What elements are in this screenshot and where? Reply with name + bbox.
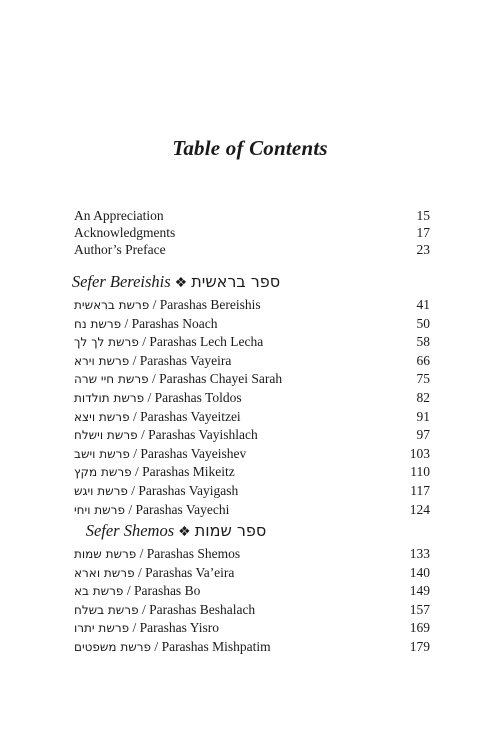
toc-entry-name: Parashas Bereishis [159, 297, 261, 312]
toc-entry-page: 140 [409, 564, 430, 580]
toc-entry-title [74, 564, 234, 583]
toc-entry-appreciation[interactable] [74, 208, 430, 225]
toc-entry[interactable] [74, 619, 430, 638]
toc-entry-page: 110 [410, 464, 430, 480]
toc-entry-divider: / [149, 297, 160, 312]
shemos-entry-list [74, 545, 430, 657]
toc-entry-page: 58 [416, 334, 430, 350]
toc-entry-divider: / [131, 464, 143, 480]
toc-entry-name: Parashas Beshalach [149, 601, 256, 617]
toc-entry-divider: / [129, 352, 140, 368]
toc-entry[interactable] [74, 482, 430, 501]
toc-entry[interactable] [74, 601, 430, 620]
bereishis-entry-list [74, 296, 430, 519]
toc-entry-name: Parashas Vayeishev [140, 445, 247, 461]
toc-entry-page: 133 [409, 546, 430, 561]
toc-entry-title [74, 619, 219, 638]
toc-entry[interactable] [74, 296, 430, 315]
toc-entry-name: Parashas Vayigash [138, 482, 239, 498]
toc-entry-acknowledgments[interactable] [74, 225, 430, 242]
toc-entry-page: 149 [409, 583, 430, 599]
toc-entry-divider: / [136, 546, 147, 561]
toc-entry-page: 82 [416, 389, 430, 405]
toc-entry-page: 15 [416, 208, 430, 223]
toc-entry-divider: / [129, 620, 140, 636]
toc-entry-page: 75 [416, 371, 430, 387]
toc-entry-hebrew: פרשת בא [74, 584, 124, 599]
section-heading-latin: Sefer Bereishis [71, 272, 171, 291]
toc-entry-name: Parashas Vayeitzei [140, 408, 241, 424]
toc-entry-divider: / [151, 638, 162, 654]
toc-entry-title [74, 333, 263, 352]
toc-entry-title [74, 389, 242, 408]
toc-entry-hebrew: פרשת לך לך [74, 335, 139, 350]
toc-entry-title [74, 582, 200, 601]
toc-entry-divider: / [137, 427, 149, 443]
section-heading-hebrew: ספר בראשית [191, 272, 281, 291]
toc-entry-title [74, 463, 235, 482]
toc-entry-divider: / [138, 334, 150, 350]
toc-entry-hebrew: פרשת חיי שרה [74, 372, 149, 387]
toc-entry-hebrew: פרשת בשלח [74, 602, 139, 617]
toc-entry-page: 179 [409, 638, 430, 654]
toc-entry-hebrew: פרשת תולדות [74, 390, 145, 405]
toc-entry-hebrew: פרשת וארא [74, 565, 135, 580]
toc-entry-hebrew: פרשת מקץ [74, 465, 132, 480]
toc-entry[interactable] [74, 389, 430, 408]
toc-entry-page: 117 [410, 482, 430, 498]
toc-entry-title [74, 638, 271, 657]
toc-entry-divider: / [123, 583, 134, 599]
section-heading-hebrew: ספר שמות [194, 521, 267, 540]
toc-entry[interactable] [74, 352, 430, 371]
toc-entry-divider: / [148, 371, 160, 387]
toc-entry-title [74, 352, 231, 371]
toc-entry-title [74, 482, 238, 501]
toc-entry-page: 17 [416, 224, 430, 240]
toc-entry-divider: / [127, 482, 139, 498]
toc-entry-hebrew: פרשת משפטים [74, 639, 152, 654]
toc-entry-title [74, 545, 240, 564]
toc-entry-hebrew: פרשת וישלח [74, 428, 138, 443]
toc-entry-hebrew: פרשת וישב [74, 446, 130, 461]
toc-entry-name: Parashas Noach [131, 315, 218, 331]
toc-entry-hebrew: פרשת וירא [74, 353, 130, 368]
toc-entry[interactable] [74, 445, 430, 464]
toc-entry-divider: / [121, 315, 132, 331]
toc-entry-title [74, 426, 258, 445]
toc-entry-name: Parashas Shemos [146, 546, 241, 561]
toc-entry[interactable] [74, 408, 430, 427]
page-title: Table of Contents [172, 136, 328, 160]
toc-entry-name: Parashas Vayeira [139, 352, 232, 368]
toc-entry-divider: / [129, 408, 141, 424]
toc-entry-divider: / [138, 601, 150, 617]
toc-entry-name: Parashas Vayishlach [148, 427, 258, 443]
toc-entry[interactable] [74, 333, 430, 352]
toc-entry-name: Parashas Toldos [154, 389, 242, 405]
toc-entry-page: 50 [416, 315, 430, 331]
toc-entry-divider: / [129, 445, 141, 461]
toc-entry-hebrew: פרשת ויחי [74, 502, 125, 517]
toc-entry-label: An Appreciation [74, 208, 164, 223]
toc-entry-hebrew: פרשת ויגש [74, 483, 128, 498]
toc-entry-divider: / [144, 389, 155, 405]
toc-entry-name: Parashas Va’eira [145, 564, 235, 580]
diamond-ornament-icon: ❖ [178, 525, 191, 540]
toc-entry-title [74, 370, 282, 389]
toc-entry-name: Parashas Vayechi [135, 501, 230, 517]
toc-entry[interactable] [74, 426, 430, 445]
toc-entry-label: Acknowledgments [74, 224, 176, 240]
toc-entry-page: 157 [409, 601, 430, 617]
toc-entry[interactable] [74, 564, 430, 583]
toc-entry[interactable] [74, 370, 430, 389]
toc-entry-page: 124 [409, 501, 430, 517]
toc-entry-title [74, 445, 246, 464]
toc-entry-authors-preface[interactable] [74, 242, 430, 259]
toc-entry-name: Parashas Yisro [139, 620, 219, 636]
toc-entry-label: Author’s Preface [74, 241, 166, 257]
toc-entry-name: Parashas Mishpatim [161, 638, 271, 654]
toc-entry[interactable] [74, 638, 430, 657]
toc-entry[interactable] [74, 582, 430, 601]
toc-entry-page: 41 [416, 297, 430, 312]
toc-entry-divider: / [124, 501, 136, 517]
toc-entry-hebrew: פרשת שמות [74, 547, 137, 561]
toc-entry-page: 91 [416, 408, 430, 424]
toc-entry-title [74, 408, 241, 427]
toc-entry-name: Parashas Chayei Sarah [159, 371, 283, 387]
section-heading-latin: Sefer Shemos [85, 521, 175, 540]
toc-entry[interactable] [74, 463, 430, 482]
diamond-ornament-icon: ❖ [174, 276, 188, 291]
toc-entry-hebrew: פרשת בראשית [74, 298, 150, 312]
section-heading-shemos [0, 521, 426, 541]
section-heading-bereishis [0, 272, 426, 292]
toc-entry-page: 103 [409, 445, 430, 461]
toc-entry-name: Parashas Bo [133, 583, 201, 599]
toc-entry-page: 169 [409, 620, 430, 636]
front-matter-list [74, 208, 430, 258]
toc-entry-name: Parashas Lech Lecha [149, 334, 264, 350]
toc-entry-title [74, 601, 255, 620]
toc-entry-page: 23 [416, 241, 430, 257]
toc-entry[interactable] [74, 501, 430, 520]
toc-entry-title [74, 501, 229, 520]
toc-entry-name: Parashas Mikeitz [142, 464, 235, 480]
toc-entry-hebrew: פרשת ויצא [74, 409, 130, 424]
toc-entry-title [74, 296, 261, 315]
toc-entry-hebrew: פרשת נח [74, 316, 122, 331]
toc-entry-hebrew: פרשת יתרו [74, 621, 130, 636]
toc-entry-page: 66 [416, 352, 430, 368]
toc-entry[interactable] [74, 545, 430, 564]
toc-entry[interactable] [74, 315, 430, 334]
toc-entry-divider: / [134, 564, 146, 580]
toc-entry-page: 97 [416, 427, 430, 443]
toc-entry-title [74, 315, 218, 334]
